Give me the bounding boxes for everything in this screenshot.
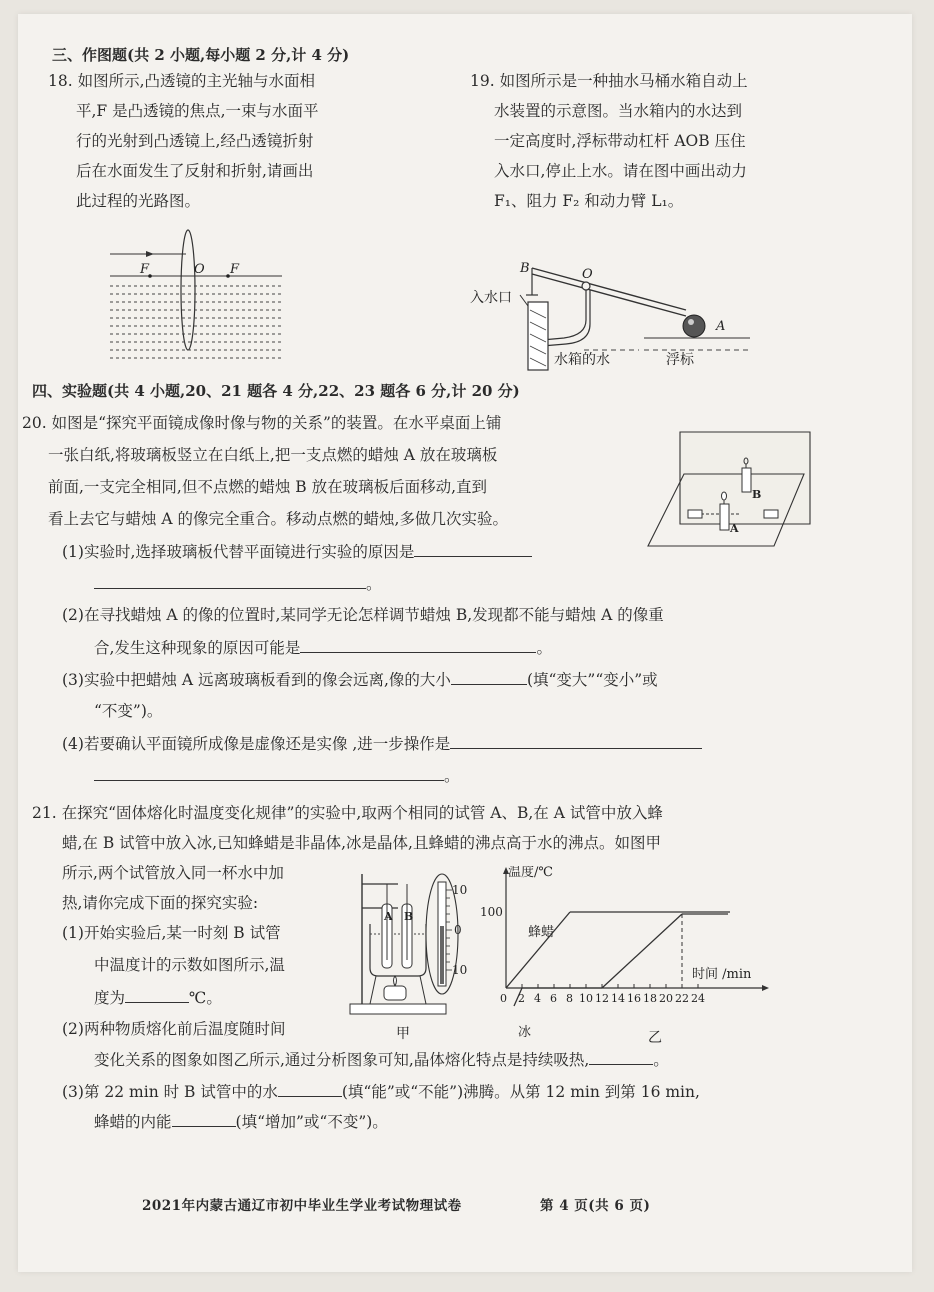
- q20-part1-cont: [94, 572, 382, 595]
- q20-part2-line1: (2)在寻找蜡烛 A 的像的位置时,某同学无论怎样调节蜡烛 B,发现都不能与蜡烛 A 的像重: [62, 606, 664, 624]
- q20-line2: 一张白纸,将玻璃板竖立在白纸上,把一支点燃的蜡烛 A 放在玻璃板: [48, 446, 498, 464]
- q21-graph-xlabel: 时间 /min: [692, 967, 752, 982]
- q20-part2-blank: [300, 636, 536, 653]
- q21-xtick-6: 6: [550, 992, 557, 1005]
- q20-part3-line2: “不变”)。: [94, 702, 163, 720]
- q21-intro-line1: 21. 在探究“固体熔化时温度变化规律”的实验中,取两个相同的试管 A、B,在 A 试管中放入蜂: [32, 804, 663, 822]
- q21-graph-ylabel: 温度/℃: [508, 866, 553, 880]
- q21-xtick-12: 12: [595, 992, 609, 1005]
- q21-part3-line1: [62, 1080, 700, 1103]
- q21-part2-end: 。: [653, 1051, 669, 1069]
- q20-part4-line1: [62, 732, 702, 755]
- q21-part3-hint: (填“能”或“不能”)沸腾。从第 12 min 到第 16 min,: [341, 1083, 700, 1101]
- q20-part4-text: (4)若要确认平面镜所成像是虚像还是实像 ,进一步操作是: [62, 735, 451, 753]
- q21-xtick-16: 16: [627, 992, 641, 1005]
- q20-part1: [62, 540, 532, 563]
- q21-part1-line1: (1)开始实验后,某一时刻 B 试管: [62, 924, 281, 942]
- footer-page-number: 第 4 页(共 6 页): [540, 1198, 651, 1214]
- q21-part3-text2: 蜂蜡的内能: [94, 1113, 172, 1131]
- q21-part3-line2: [94, 1110, 388, 1133]
- q20-part1-end: 。: [366, 575, 382, 593]
- q21-part1-text: 度为: [94, 989, 126, 1007]
- q20-part2-end: 。: [536, 639, 552, 657]
- q20-label-a: A: [730, 522, 739, 535]
- q20-part1-blank-b: [94, 572, 366, 589]
- q21-label-a: A: [384, 910, 393, 923]
- q21-part1-line2: 中温度计的示数如图所示,温: [94, 956, 285, 974]
- q21-part2-blank: [589, 1048, 653, 1065]
- exam-page: [18, 14, 912, 1272]
- q21-graph-series-ice: 冰: [518, 1025, 532, 1040]
- q21-intro-line2: 蜡,在 B 试管中放入冰,已知蜂蜡是非晶体,冰是晶体,且蜂蜡的沸点高于水的沸点。如图甲: [62, 834, 661, 852]
- q21-xtick-18: 18: [643, 992, 657, 1005]
- q18-line2: 平,F 是凸透镜的焦点,一束与水面平: [76, 102, 319, 120]
- q21-xtick-4: 4: [534, 992, 541, 1005]
- q18-line1: 18. 如图所示,凸透镜的主光轴与水面相: [48, 72, 316, 90]
- q20-mirror-figure: [644, 428, 816, 554]
- q21-graph-series-wax: 蜂蜡: [528, 925, 555, 940]
- section4-title: 四、实验题(共 4 小题,20、21 题各 4 分,22、23 题各 6 分,计 20 分): [32, 382, 520, 400]
- q21-xtick-22: 22: [675, 992, 689, 1005]
- q20-part2-text: 合,发生这种现象的原因可能是: [94, 639, 301, 657]
- q19-label-a: A: [716, 319, 726, 334]
- q20-part4-blank-a: [450, 732, 702, 749]
- q20-line1: 20. 如图是“探究平面镜成像时像与物的关系”的装置。在水平桌面上铺: [22, 414, 502, 432]
- q20-part2-line2: [94, 636, 552, 659]
- q19-line3: 一定高度时,浮标带动杠杆 AOB 压住: [494, 132, 746, 150]
- q19-line4: 入水口,停止上水。请在图中画出动力: [494, 162, 747, 180]
- q20-part4-end: 。: [444, 767, 460, 785]
- q21-part2-line1: (2)两种物质熔化前后温度随时间: [62, 1020, 286, 1038]
- q21-part3-text: (3)第 22 min 时 B 试管中的水: [62, 1083, 278, 1101]
- q18-label-o: O: [194, 262, 205, 277]
- q18-label-f-left: F: [140, 262, 150, 277]
- q19-line2: 水装置的示意图。当水箱内的水达到: [494, 102, 743, 120]
- q21-xtick-10: 10: [579, 992, 593, 1005]
- section3-title: 三、作图题(共 2 小题,每小题 2 分,计 4 分): [52, 46, 350, 64]
- q18-label-f-right: F: [230, 262, 240, 277]
- q19-label-inlet: 入水口: [470, 290, 512, 306]
- q21-part1-blank: [125, 986, 189, 1003]
- q21-graph-ytick-100: 100: [480, 905, 503, 919]
- q21-part3-blank-b: [172, 1110, 236, 1127]
- q19-label-o: O: [582, 267, 593, 282]
- q18-lens-figure: [106, 226, 286, 366]
- q19-line1: 19. 如图所示是一种抽水马桶水箱自动上: [470, 72, 748, 90]
- q21-xtick-14: 14: [611, 992, 625, 1005]
- q21-caption-jia: 甲: [396, 1026, 410, 1042]
- q19-label-water: 水箱的水: [554, 352, 610, 368]
- q21-graph-figure: [480, 866, 770, 1046]
- q20-label-b: B: [752, 488, 762, 501]
- q20-part4-blank-b: [94, 764, 444, 781]
- q21-part3-hint2: (填“增加”或“不变”)。: [235, 1113, 388, 1131]
- q21-part2-text: 变化关系的图象如图乙所示,通过分析图象可知,晶体熔化特点是持续吸热,: [94, 1051, 590, 1069]
- q20-part1-text: (1)实验时,选择玻璃板代替平面镜进行实验的原因是: [62, 543, 415, 561]
- q20-part3-line1: [62, 668, 658, 691]
- q20-part3-hint: (填“变大”“变小”或: [526, 671, 658, 689]
- q21-xtick-24: 24: [691, 992, 705, 1005]
- q19-line5: F₁、阻力 F₂ 和动力臂 L₁。: [494, 192, 684, 210]
- q21-scale-mid: 0: [454, 923, 462, 937]
- q21-part2-line2: [94, 1048, 669, 1071]
- q20-part4-line2: [94, 764, 460, 787]
- q21-scale-bot: 10: [452, 963, 468, 977]
- q20-part3-text: (3)实验中把蜡烛 A 远离玻璃板看到的像会远离,像的大小: [62, 671, 451, 689]
- q20-line3: 前面,一支完全相同,但不点燃的蜡烛 B 放在玻璃板后面移动,直到: [48, 478, 488, 496]
- q20-part1-blank-a: [414, 540, 532, 557]
- q21-caption-yi: 乙: [648, 1030, 662, 1046]
- q20-part3-blank: [451, 668, 527, 685]
- q21-xtick-0: 0: [500, 992, 507, 1005]
- q21-part3-blank-a: [278, 1080, 342, 1097]
- q21-intro-line3: 所示,两个试管放入同一杯水中加: [62, 864, 284, 882]
- q21-part1-line3: [94, 986, 222, 1009]
- q19-label-b: B: [520, 261, 530, 276]
- q19-label-float: 浮标: [666, 352, 694, 368]
- q21-scale-top: 10: [452, 883, 468, 897]
- q21-xtick-2: 2: [518, 992, 525, 1005]
- q21-label-b: B: [404, 910, 414, 923]
- footer-title: 2021年内蒙古通辽市初中毕业生学业考试物理试卷: [142, 1198, 462, 1214]
- q21-intro-line4: 热,请你完成下面的探究实验:: [62, 894, 259, 912]
- q18-line3: 行的光射到凸透镜上,经凸透镜折射: [76, 132, 314, 150]
- q21-apparatus-figure: [348, 864, 470, 1042]
- q20-line4: 看上去它与蜡烛 A 的像完全重合。移动点燃的蜡烛,多做几次实验。: [48, 510, 508, 528]
- q18-line5: 此过程的光路图。: [76, 192, 201, 210]
- q19-tank-figure: [454, 250, 754, 375]
- q21-xtick-8: 8: [566, 992, 573, 1005]
- q21-xtick-20: 20: [659, 992, 673, 1005]
- q18-line4: 后在水面发生了反射和折射,请画出: [76, 162, 314, 180]
- q21-part1-end: ℃。: [189, 989, 222, 1007]
